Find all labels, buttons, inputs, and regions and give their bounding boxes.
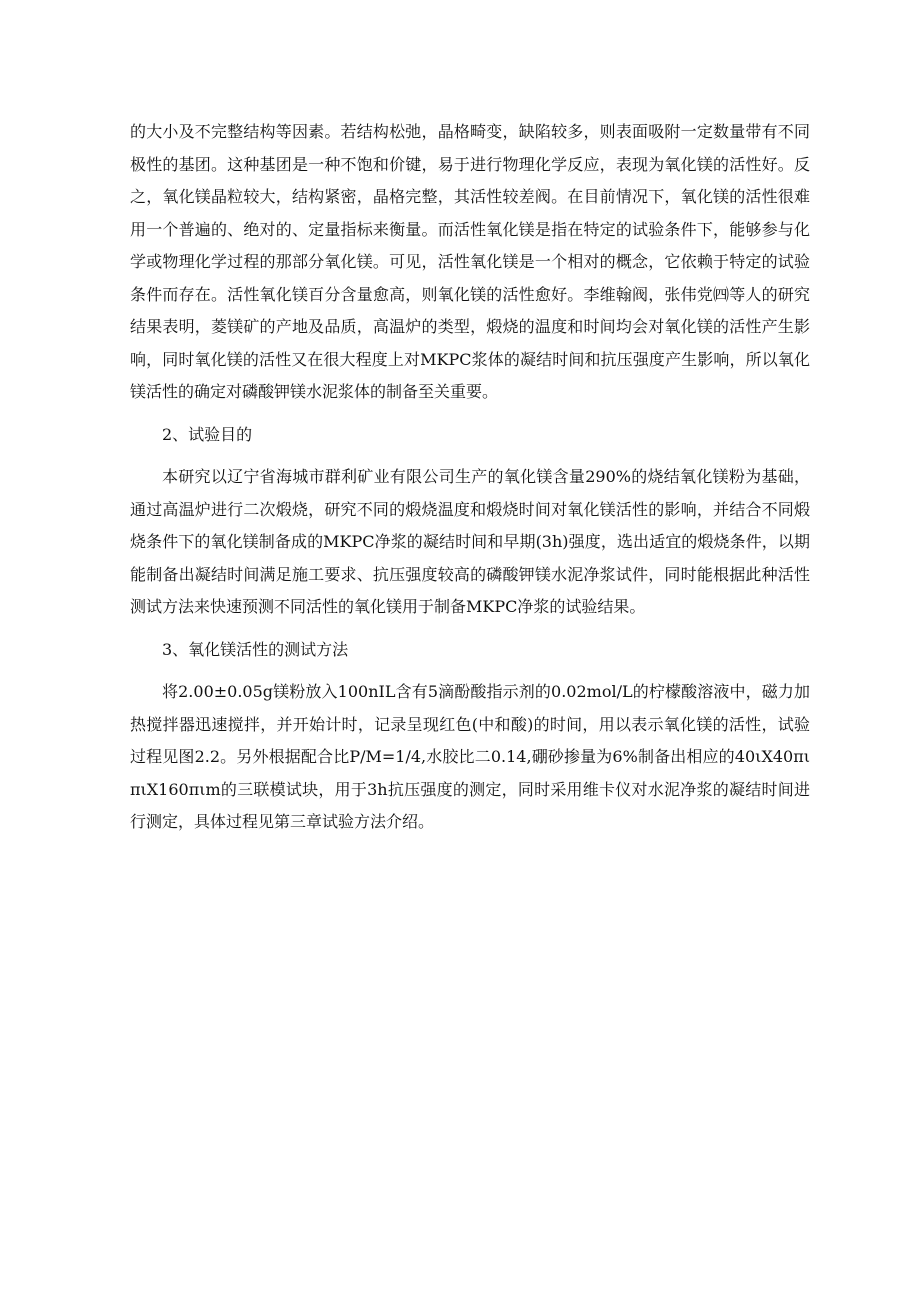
paragraph-spacer (130, 409, 810, 419)
document-body (130, 116, 810, 839)
paragraph-spacer (130, 666, 810, 676)
paragraph-spacer (130, 451, 810, 461)
body-paragraph-1: 的大小及不完整结构等因素。若结构松弛，晶格畸变，缺陷较多，则表面吸附一定数量带有不同极性的基团。这种基团是一种不饱和价键，易于进行物理化学反应，表现为氧化镁的活性好。反之，氧化镁晶粒较大，结构紧密，晶格完整，其活性较差阀。在目前情况下，氧化镁的活性很难用一个普遍的、绝对的、定量指标来衡量。而活性氧化镁是指在特定的试验条件下，能够参与化学或物理化学过程的那部分氧化镁。可见，活性氧化镁是一个相对的概念，它依赖于特定的试验条件而存在。活性氧化镁百分含量愈高，则氧化镁的活性愈好。李维翰阀，张伟党㈣等人的研究结果表明，菱镁矿的产地及品质，高温炉的类型，煅烧的温度和时间均会对氧化镁的活性产生影响，同时氧化镁的活性又在很大程度上对MKPC浆体的凝结时间和抗压强度产生影响，所以氧化镁活性的确定对磷酸钾镁水泥浆体的制备至关重要。 (130, 122, 810, 401)
section-heading-3: 3、氧化镁活性的测试方法 (162, 639, 349, 659)
body-paragraph-2: 本研究以辽宁省海城市群利矿业有限公司生产的氧化镁含量290%的烧结氧化镁粉为基础，通过高温炉进行二次煅烧，研究不同的煅烧温度和煅烧时间对氧化镁活性的影响，并结合不同煅烧条件下的氧化镁制备成的MKPC净浆的凝结时间和早期(3h)强度，选出适宜的煅烧条件，以期能制备出凝结时间满足施工要求、抗压强度较高的磷酸钾镁水泥净浆试件，同时能根据此种活性测试方法来快速预测不同活性的氧化镁用于制备MKPC净浆的试验结果。 (130, 467, 810, 616)
body-paragraph-3: 将2.00±0.05g镁粉放入100nIL含有5滴酚酸指示剂的0.02mol∕L的柠檬酸溶液中，磁力加热搅拌器迅速搅拌，并开始计时，记录呈现红色(中和酸)的时间，用以表示氧化镁的活性，试验过程见图2.2。另外根据配合比P∕M=1∕4,水胶比二0.14,硼砂掺量为6%制备出相应的40ιX40πιπιX160πιm的三联模试块，用于3h抗压强度的测定，同时采用维卡仪对水泥净浆的凝结时间进行测定，具体过程见第三章试验方法介绍。 (130, 682, 810, 831)
section-heading-2: 2、试验目的 (162, 424, 253, 444)
paragraph-spacer (130, 624, 810, 634)
